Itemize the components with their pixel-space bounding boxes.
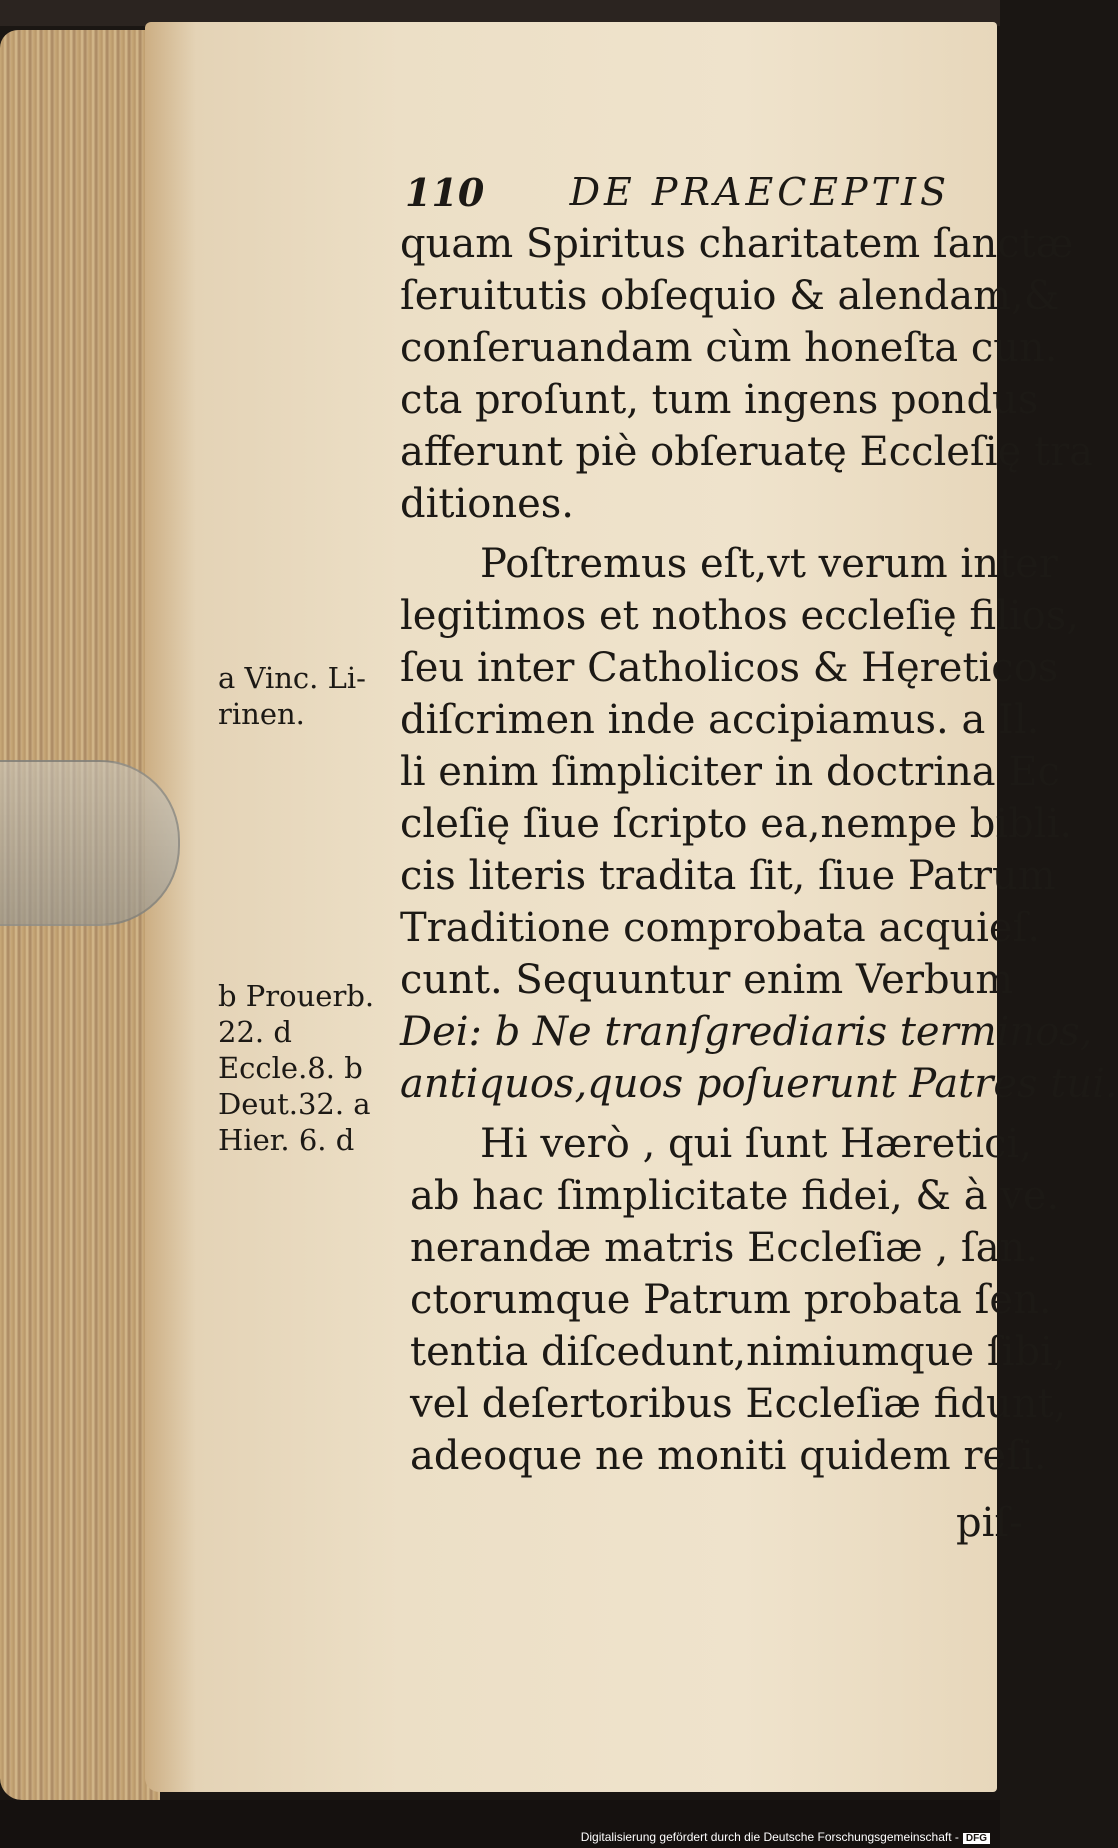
body-line: li enim ſimpliciter in doctrina Ec [400, 749, 1060, 795]
body-line: ctorumque Patrum probata ſen. [410, 1277, 1052, 1323]
body-line: cunt. Sequuntur enim Verbum [400, 957, 1014, 1003]
margin-note-a: a Vinc. Li- rinen. [218, 661, 366, 731]
body-line: ditiones. [400, 481, 575, 527]
page-clip [0, 760, 180, 926]
running-title: DE PRAECEPTIS [569, 170, 950, 214]
body-line: quam Spiritus charitatem ſanctæ [400, 221, 1074, 267]
body-line: ab hac ſimplicitate fidei, & à ve. [410, 1173, 1060, 1219]
body-line: Hi verò , qui ſunt Hæretici, [480, 1121, 1033, 1167]
body-line: adeoque ne moniti quidem reſi. [410, 1433, 1047, 1479]
body-line: nerandæ matris Eccleſiæ , ſan. [410, 1225, 1039, 1271]
body-line: cleſię ſiue ſcripto ea,nempe bibli. [400, 801, 1073, 847]
body-line: cis literis tradita ſit, ſiue Patrum [400, 853, 1056, 899]
page-number: 110 [405, 170, 485, 215]
body-line: ſeu inter Catholicos & Hęreticos [400, 645, 1059, 691]
running-header [405, 170, 950, 215]
body-line: afferunt piè obſeruatę Eccleſię tra [400, 429, 1094, 475]
body-line: diſcrimen inde accipiamus. a Il. [400, 697, 1040, 743]
credit-text: Digitalisierung gefördert durch die Deutsche Forschungsgemeinschaft - [580, 1830, 959, 1844]
margin-note-b: b Prouerb. 22. d Eccle.8. b Deut.32. a Hier. 6. d [218, 979, 375, 1157]
body-line: ſeruitutis obſequio & alendam,& [400, 273, 1060, 319]
body-line: legitimos et nothos eccleſię filios, [400, 593, 1079, 639]
body-line: vel deſertoribus Eccleſiæ fidunt, [410, 1381, 1067, 1427]
body-line: Dei: b Ne tranſgrediaris terminos, [400, 1009, 1093, 1055]
body-line: cta proſunt, tum ingens pondus [400, 377, 1039, 423]
body-line: antiquos,quos poſuerunt Patres tui. [400, 1061, 1118, 1107]
body-line: tentia diſcedunt,nimiumque ſibi, [410, 1329, 1066, 1375]
body-line: Poſtremus eſt,vt verum inter [480, 541, 1058, 587]
body-line: Traditione comprobata acquieſ. [400, 905, 1041, 951]
catchword: piſ- [956, 1500, 1023, 1546]
body-line: conſeruandam cùm honeſta cun. [400, 325, 1058, 371]
digitization-credit [581, 1830, 990, 1844]
dfg-logo: DFG [963, 1833, 990, 1844]
